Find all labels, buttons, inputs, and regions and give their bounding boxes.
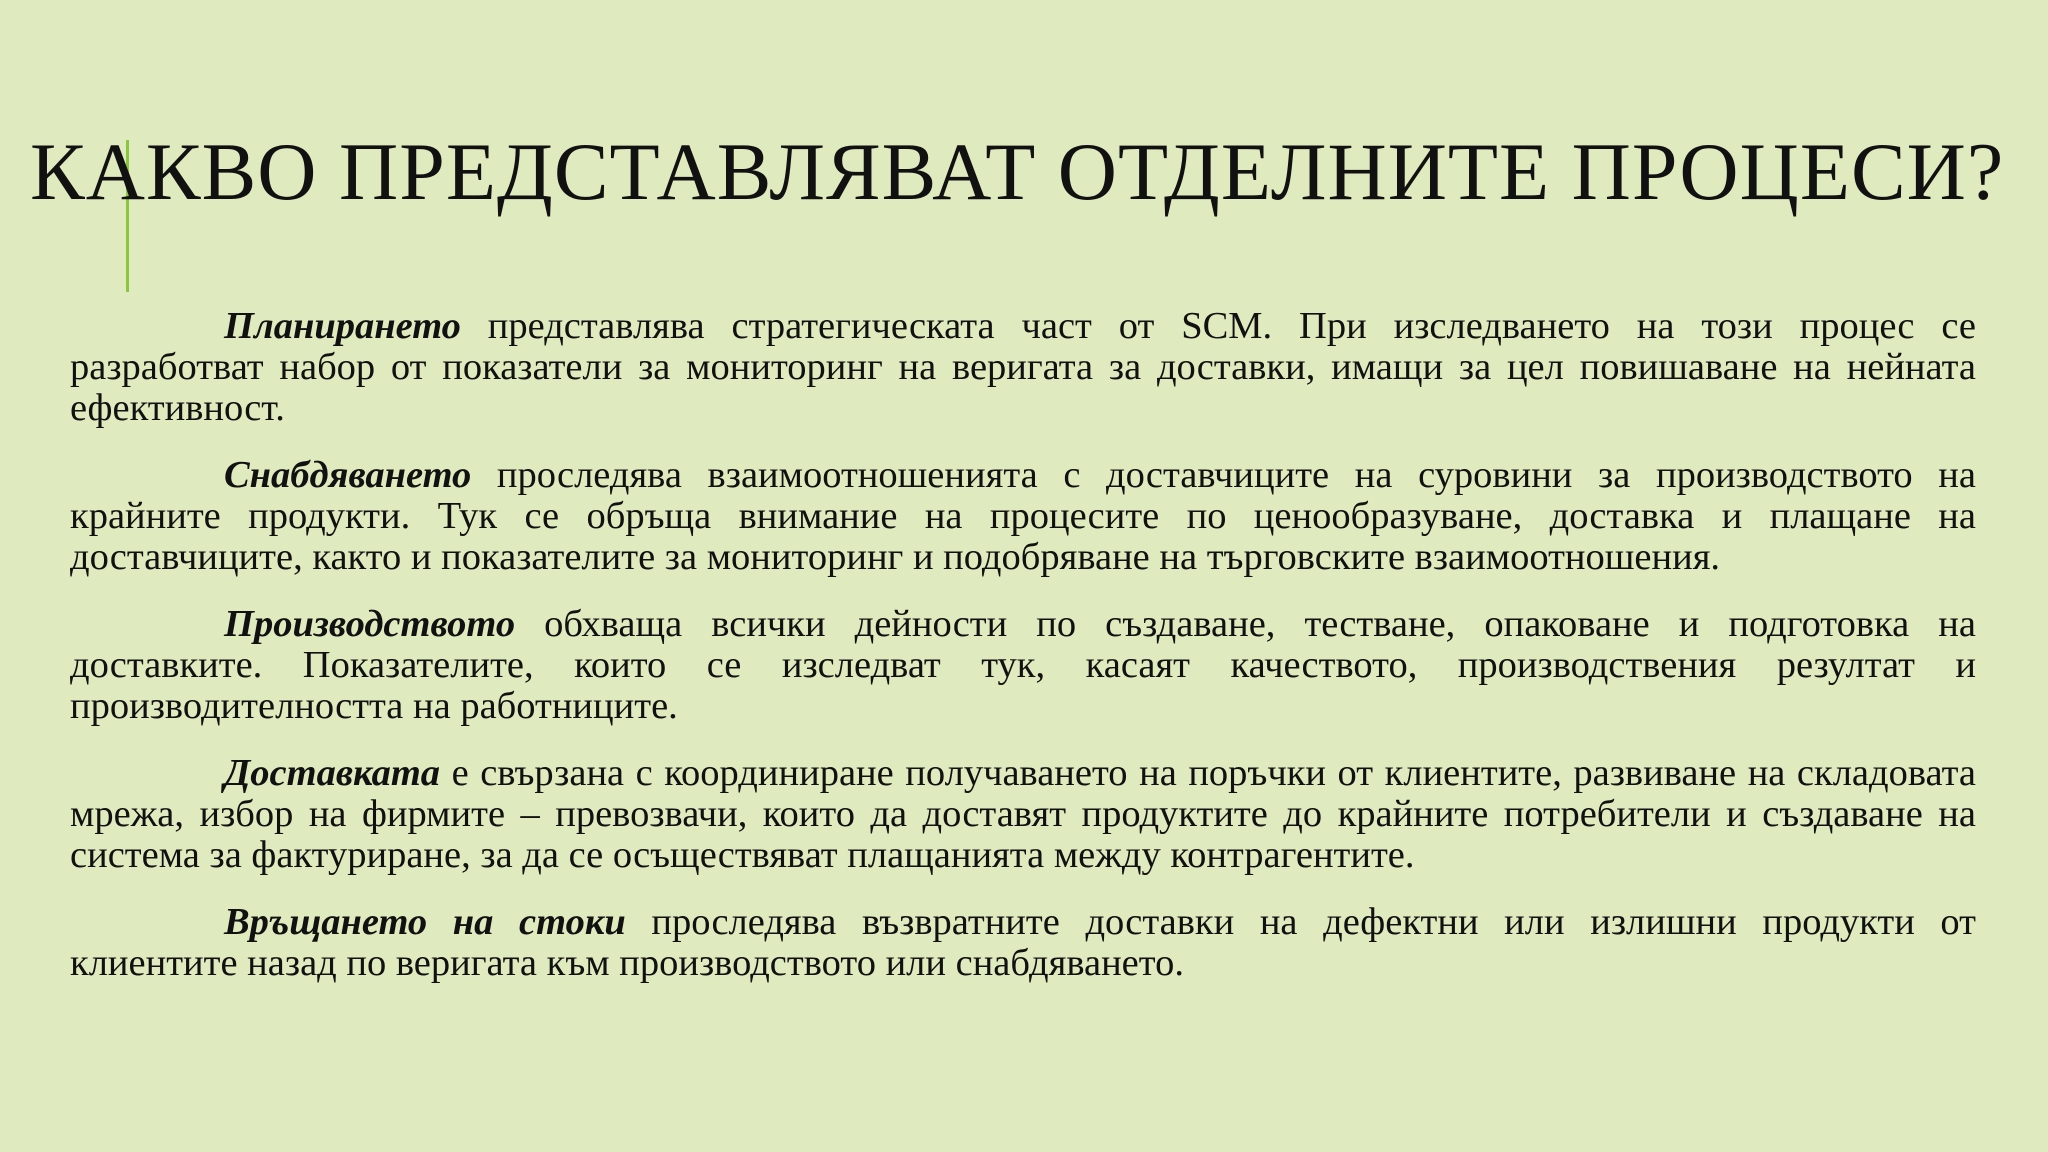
paragraph-production xyxy=(70,604,1976,727)
paragraph-text: проследява възвратните доставки на дефектни или излишни продукти от клиентите назад по веригата към производството или снабдяването. xyxy=(70,901,1976,984)
paragraph-text: обхваща всички дейности по създаване, тестване, опаковане и подготовка на доставките. Показателите, които се изследват тук, касаят качеството, производствения резултат и производителността на работниците. xyxy=(70,603,1976,727)
paragraph-returns xyxy=(70,902,1976,984)
term-returns: Връщането на стоки xyxy=(224,901,626,943)
term-delivery: Доставката xyxy=(224,752,441,794)
paragraph-text: проследява взаимоотношенията с доставчиците на суровини за производството на крайните продукти. Тук се обръща внимание на процесите по ценообразуване, доставка и плащане на доставчиците, както и показателите за мониторинг и подобряване на търговските взаимоотношения. xyxy=(70,454,1976,578)
slide-content xyxy=(70,306,1976,1010)
term-sourcing: Снабдяването xyxy=(224,454,472,496)
term-production: Производството xyxy=(224,603,516,645)
term-planning: Планирането xyxy=(224,305,461,347)
paragraph-delivery xyxy=(70,753,1976,876)
paragraph-sourcing xyxy=(70,455,1976,578)
paragraph-text: представлява стратегическата част от SCM. При изследването на този процес се разработват набор от показатели за мониторинг на веригата за доставки, имащи за цел повишаване на нейната ефективност. xyxy=(70,305,1976,429)
paragraph-planning xyxy=(70,306,1976,429)
paragraph-text: е свързана с координиране получаването на поръчки от клиентите, развиване на складовата мрежа, избор на фирмите – превозвачи, които да доставят продуктите до крайните потребители и създаване на система за фактуриране, за да се осъществяват плащанията между контрагентите. xyxy=(70,752,1976,876)
slide-title: КАКВО ПРЕДСТАВЛЯВАТ ОТДЕЛНИТЕ ПРОЦЕСИ? xyxy=(30,126,2005,217)
